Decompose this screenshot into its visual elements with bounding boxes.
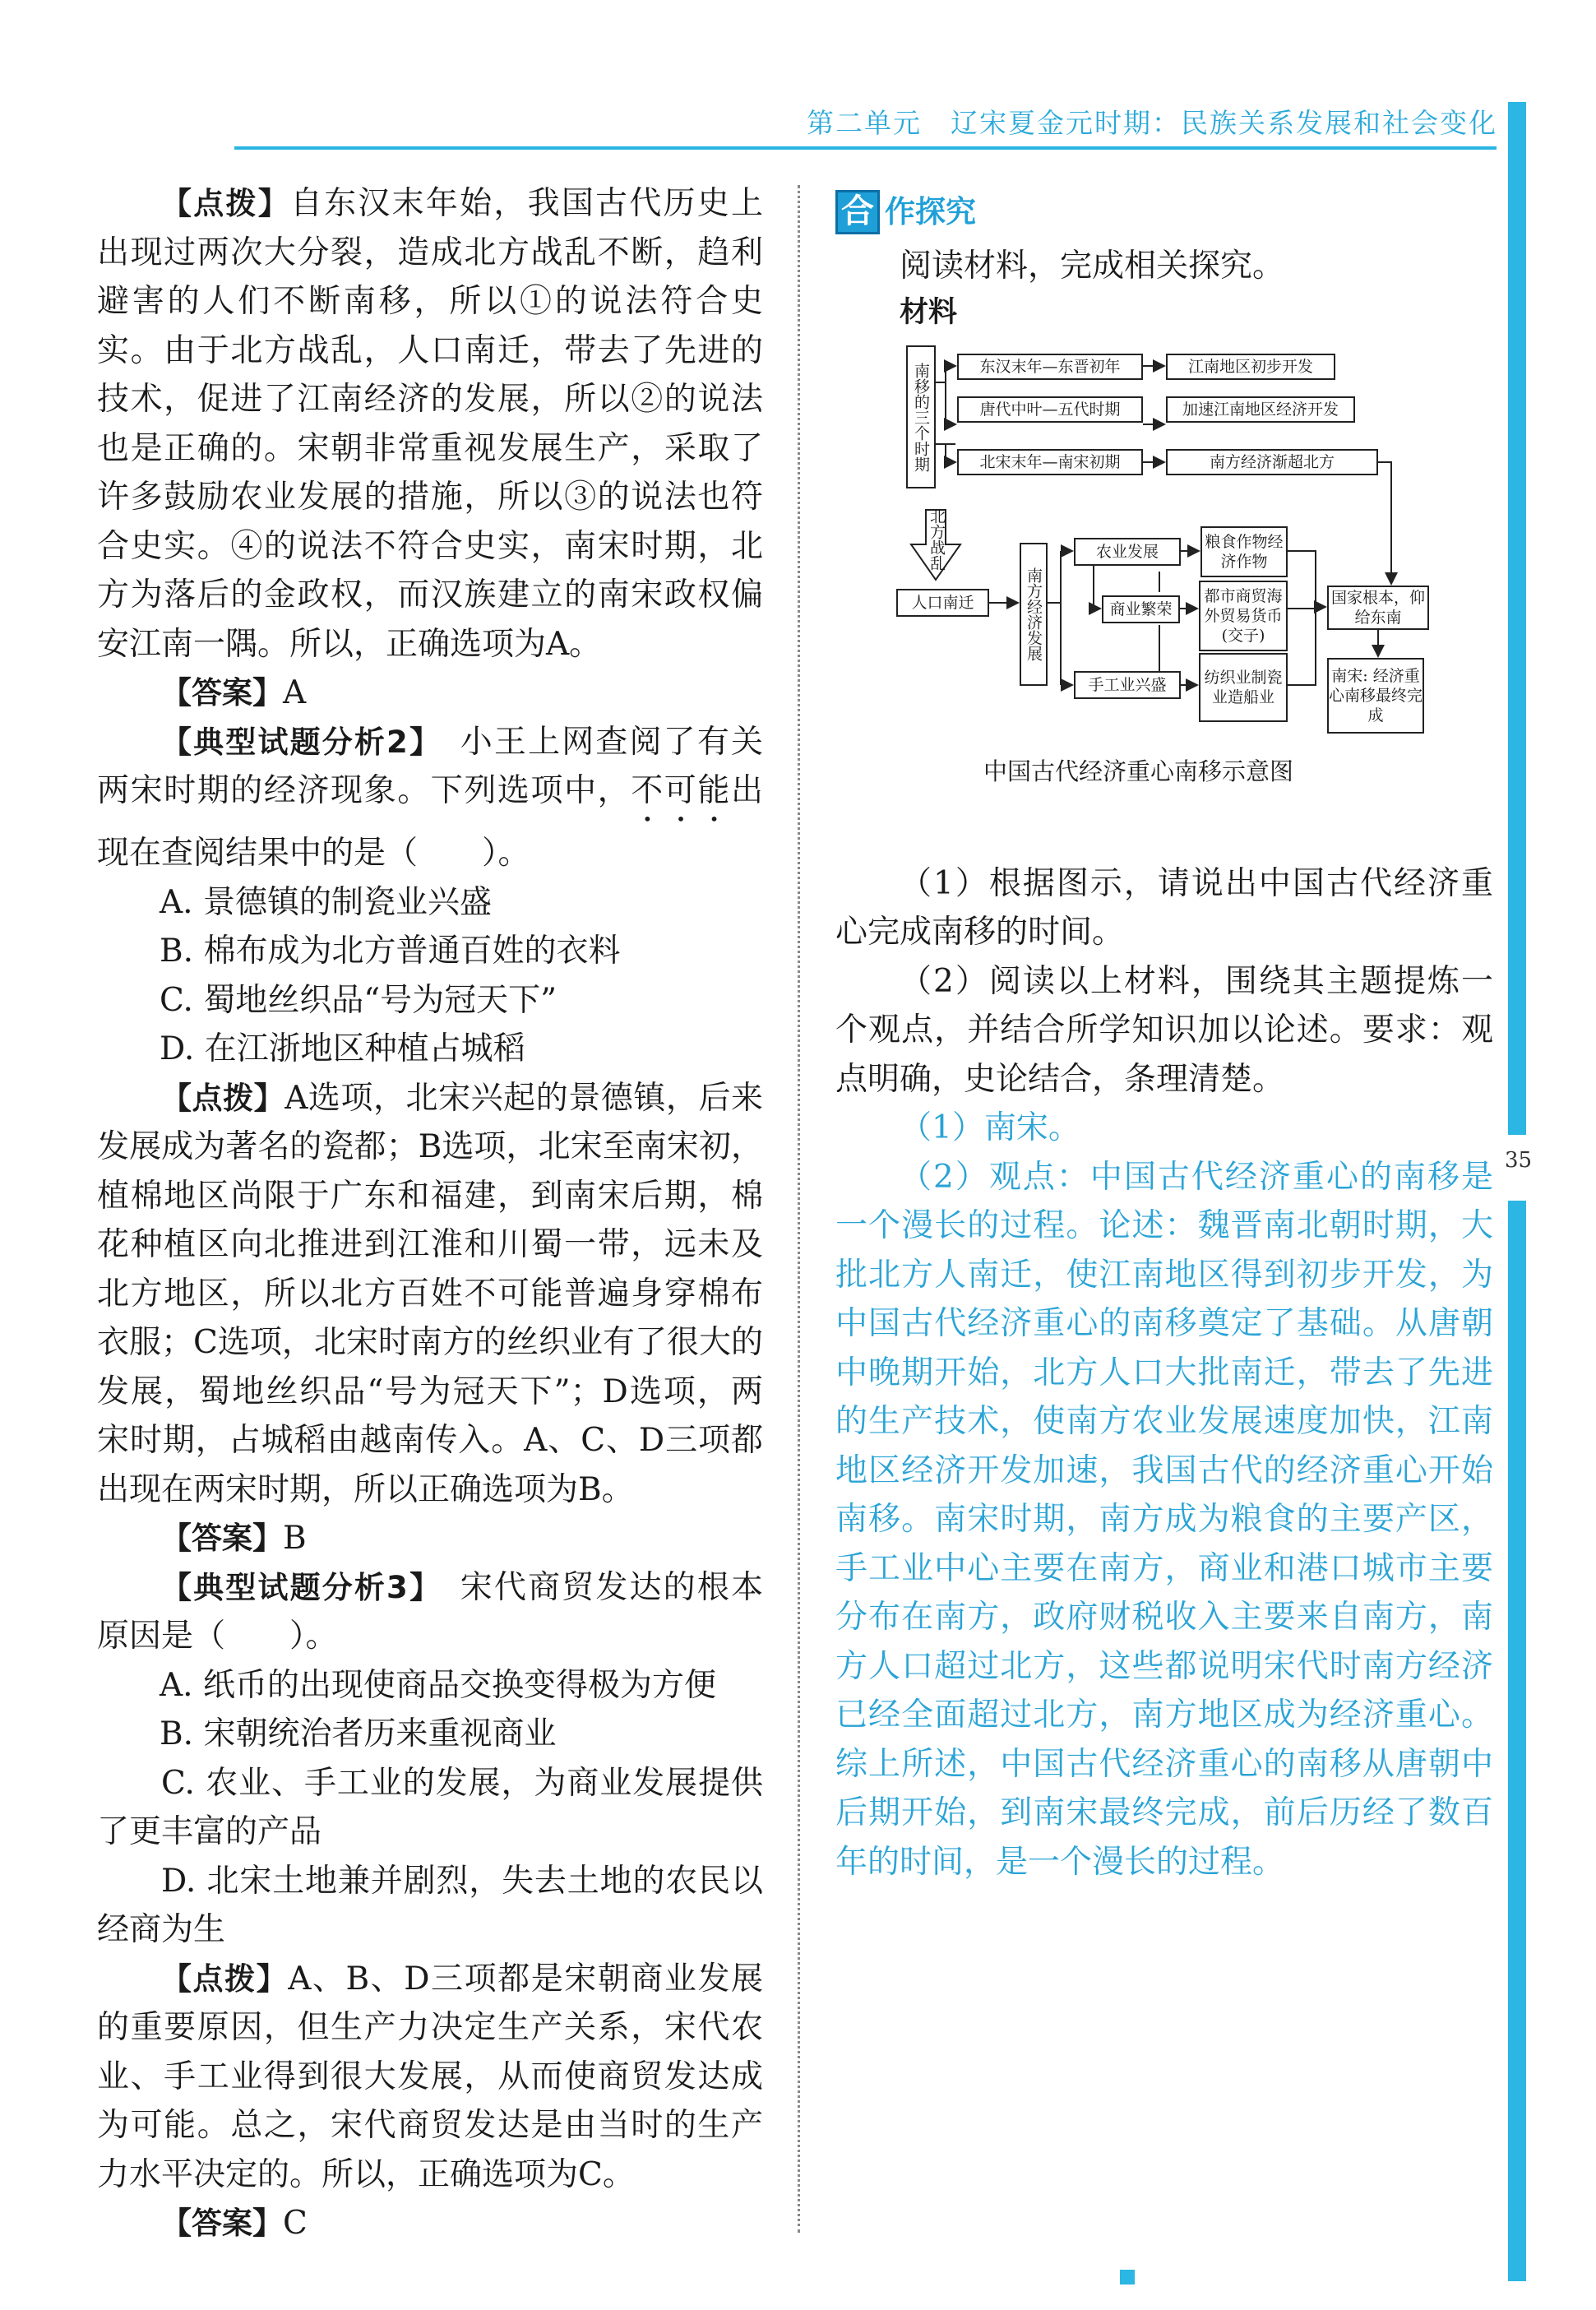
answer-1 [97,669,763,718]
period-2-box: 唐代中叶—五代时期 [957,396,1143,423]
migration-box: 人口南迁 [896,589,989,617]
label-analysis: 【典型试题分析3】 [161,1569,427,1605]
result-1-box: 江南地区初步开发 [1166,354,1335,380]
option-text: D. 北宋土地兼并剧烈，失去土地的农民以经商为生 [97,1862,763,1948]
label-hint: 【点拨】 [161,1960,289,1997]
answer-value: C [283,2205,308,2242]
material-label: 材料 [900,295,958,329]
result-3-box: 南方经济渐超北方 [1166,449,1378,475]
header-rule [234,146,1497,150]
north-war-label: 北方战乱 [928,508,946,571]
answer-value: A [283,674,307,711]
state-foundation-box: 国家根本，仰给东南 [1327,586,1429,630]
three-periods-box: 南移的三个时期 [906,345,936,488]
question-text: 宋代商贸发达的根本原因是（ ）。 [97,1568,763,1655]
answer-value: B [283,1520,307,1557]
label-hint: 【点拨】 [161,1080,285,1116]
left-column [97,179,763,2248]
running-header: 第二单元 辽宋夏金元时期：民族关系发展和社会变化 [807,107,1497,139]
column-divider [798,185,800,2233]
section-title: 作探究 [885,194,976,230]
final-shift-box: 南宋: 经济重心南移最终完成 [1327,658,1424,734]
question-2 [97,718,763,878]
explanation-3 [97,1955,763,2200]
corner-mark [1120,2270,1135,2285]
answer-3 [97,2199,763,2248]
answer-2 [97,1514,763,1563]
option [97,1857,763,1955]
answer-2: （2）观点：中国古代经济重心的南移是一个漫长的过程。论述：魏晋南北朝时期，大批北方人南迁，使江南地区得到初步开发，为中国古代经济重心的南移奠定了基础。从唐朝中晚期开始，北方人口大批南迁，带去了先进的生产技术，使南方农业发展速度加快，江南地区经济开发加速，我国古代的经济重心开始南移。南宋时期，南方成为粮食的主要产区，手工业中心主要在南方，商业和港口城市主要分布在南方，政府财税收入主要来自南方，南方人口超过北方，这些都说明宋代时南方经济已经全面超过北方，南方地区成为经济重心。综上所述，中国古代经济重心的南移从唐朝中后期开始，到南宋最终完成，前后历经了数百年的时间，是一个漫长的过程。 [835,1158,1493,1881]
label-hint: 【点拨】 [161,186,290,221]
explanation-text: A、B、D三项都是宋朝商业发展的重要原因，但生产力决定生产关系，宋代农业、手工业得到很大发展，从而使商贸发达成为可能。总之，宋代商贸发达是由当时的生产力水平决定的。所以，正确选项为C。 [97,1960,764,2193]
section-icon: 合 [835,190,880,234]
page-number: 35 [1505,1148,1533,1173]
handicraft-box: 手工业兴盛 [1074,671,1181,699]
explanation-text: 自东汉末年始，我国古代历史上出现过两次大分裂，造成北方战乱不断，趋利避害的人们不断南移，所以①的说法符合史实。由于北方战乱，人口南迁，带去了先进的技术，促进了江南经济的发展，所以②的说法也是正确的。宋朝非常重视发展生产，采取了许多鼓励农业发展的措施，所以③的说法也符合史实。④的说法不符合史实，南宋时期，北方为落后的金政权，而汉族建立的南宋政权偏安江南一隅。所以，正确选项为A。 [97,185,763,663]
explanation-2 [97,1074,763,1515]
period-1-box: 东汉末年—东晋初年 [957,354,1143,380]
label-answer: 【答案】 [161,2206,283,2241]
material-label-line [835,291,1493,333]
label-analysis: 【典型试题分析2】 [161,724,427,760]
commerce-box: 商业繁荣 [1102,595,1180,623]
option: C. 蜀地丝织品“号为冠天下” [160,981,557,1019]
option: A. 纸币的出现使商品交换变得极为方便 [160,1666,716,1704]
option-text: C. 农业、手工业的发展，为商业发展提供了更丰富的产品 [97,1764,763,1850]
diagram-caption: 中国古代经济重心南移示意图 [983,757,1294,785]
label-answer: 【答案】 [161,675,283,711]
emphasis-text: 不可能 [631,772,731,809]
question-text: 出现在查阅结果中的是（ ）。 [97,772,763,872]
option: B. 宋朝统治者历来重视商业 [160,1715,557,1752]
intro-text: 阅读材料，完成相关探究。 [900,248,1285,285]
question-2: （2）阅读以上材料，围绕其主题提炼一个观点，并结合所学知识加以论述。要求：观点明确，史论结合，条理清楚。 [835,962,1493,1098]
agriculture-box: 农业发展 [1074,538,1181,566]
period-3-box: 北宋末年—南宋初期 [957,449,1143,475]
economic-shift-diagram [896,345,1455,740]
question-1: （1）根据图示，请说出中国古代经济重心完成南移的时间。 [835,864,1493,951]
option [97,1759,763,1857]
option: A. 景德镇的制瓷业兴盛 [160,883,492,921]
option: D. 在江浙地区种植占城稻 [160,1030,525,1067]
question-text: 小王上网查阅了有关两宋时期的经济现象。下列选项中， [97,723,763,809]
option: B. 棉布成为北方普通百姓的衣料 [160,933,621,970]
explanation-1 [97,179,763,669]
industries-box: 纺织业制瓷业造船业 [1199,653,1288,722]
result-2-box: 加速江南地区经济开发 [1166,396,1355,423]
question-3 [97,1563,763,1661]
label-answer: 【答案】 [161,1521,283,1556]
trade-box: 都市商贸海外贸易货币(交子) [1199,581,1288,651]
answer-1: （1）南宋。 [900,1109,1080,1146]
south-development-box: 南方经济发展 [1020,543,1048,686]
explanation-text: A选项，北宋兴起的景德镇，后来发展成为著名的瓷都；B选项，北宋至南宋初，植棉地区尚限于广东和福建，到南宋后期，棉花种植区向北推进到江淮和川蜀一带，远未及北方地区，所以北方百姓不可能普遍身穿棉布衣服；C选项，北宋时南方的丝织业有了很大的发展，蜀地丝织品“号为冠天下”；D选项，两宋时期，占城稻由越南传入。A、C、D三项都出现在两宋时期，所以正确选项为B。 [97,1079,763,1508]
section-heading [835,187,1493,237]
crops-box: 粮食作物经济作物 [1200,526,1288,577]
